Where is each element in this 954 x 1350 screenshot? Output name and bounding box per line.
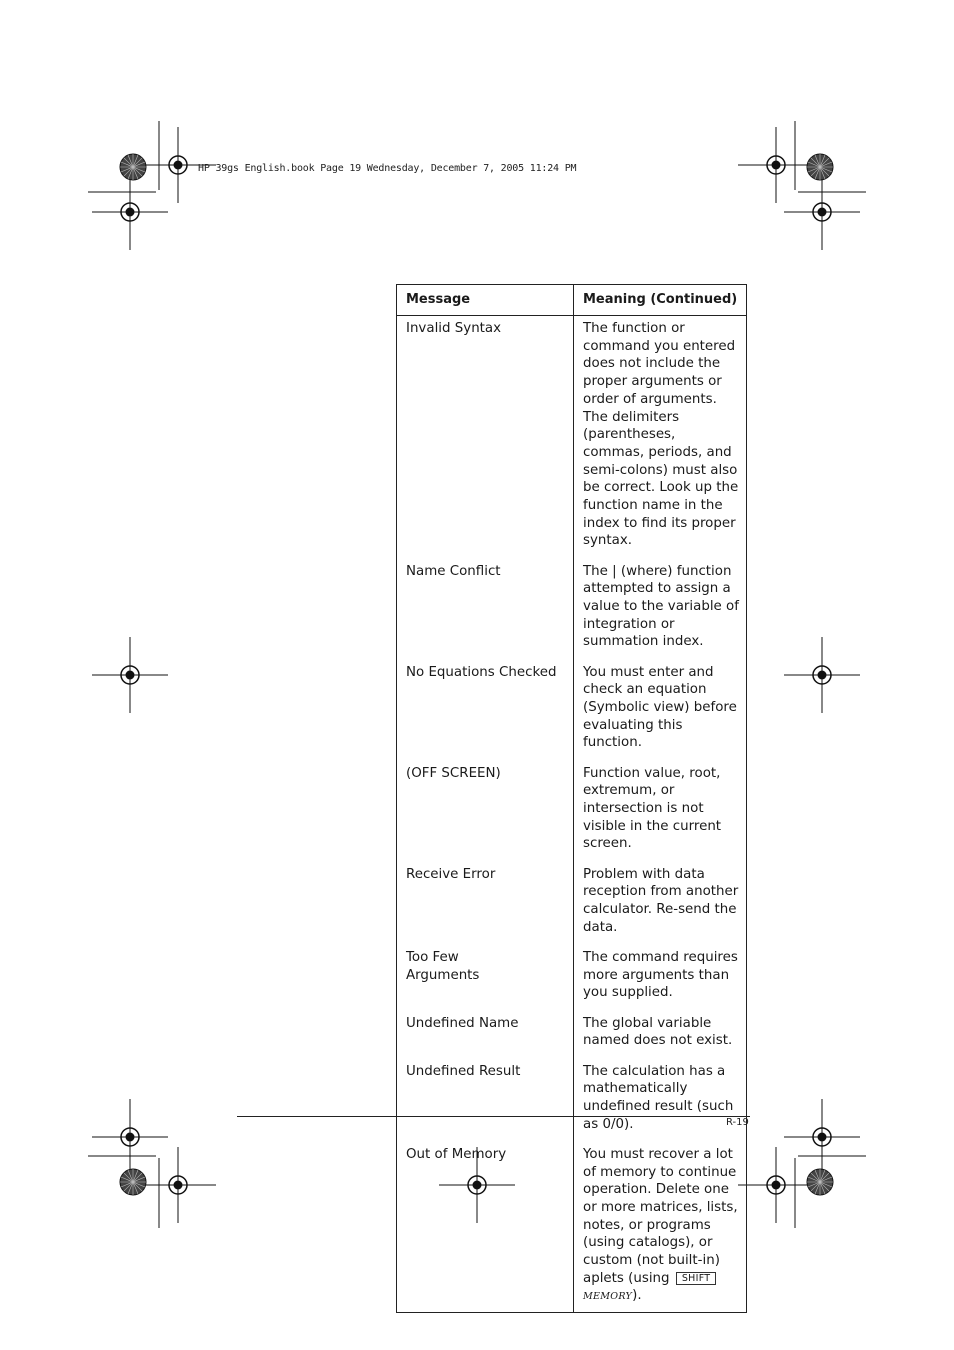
meaning-cell: Function value, root, extremum, or intersection is not visible in the current screen. [574,765,747,866]
meaning-text: You must recover a lot of memory to continue operation. Delete one or more matrices, lists, notes, or programs (using catalogs), or custom (not built-in) aplets (using [583,1146,738,1286]
message-cell: Undefined Result [397,1063,574,1146]
message-cell: No Equations Checked [397,664,574,765]
message-cell: Name Conflict [397,563,574,664]
meaning-cell: The | (where) function attempted to assign a value to the variable of integration or summation index. [574,563,747,664]
column-header-message: Message [397,285,574,316]
table-header-row [397,285,747,316]
print-header: HP 39gs English.book Page 19 Wednesday, December 7, 2005 11:24 PM [198,163,577,174]
meaning-cell: You must enter and check an equation (Symbolic view) before evaluating this function. [574,664,747,765]
message-cell: Too Few Arguments [397,949,574,1015]
table-row [397,1146,747,1313]
message-cell: Invalid Syntax [397,316,574,563]
page-number: R-19 [726,1117,749,1128]
meaning-cell: The command requires more arguments than you supplied. [574,949,747,1015]
table-row [397,765,747,866]
table-row [397,563,747,664]
table-row [397,316,747,563]
footer-rule [237,1116,750,1117]
meaning-cell: The function or command you entered does not include the proper arguments or order of arguments. The delimiters (parentheses, commas, periods, and semi-colons) must also be correct. Look up the function name in the index to find its proper syntax. [574,316,747,563]
table-row [397,866,747,949]
meaning-text-end: ). [632,1288,642,1304]
memory-key-label: MEMORY [583,1291,633,1303]
column-header-meaning: Meaning (Continued) [574,285,747,316]
shift-key-icon: SHIFT [676,1272,717,1285]
meaning-cell: The global variable named does not exist. [574,1015,747,1063]
table-row [397,1015,747,1063]
message-cell: Undefined Name [397,1015,574,1063]
error-messages-table [396,284,747,1313]
table-row [397,1063,747,1146]
table-row [397,664,747,765]
meaning-cell [574,1146,747,1313]
message-cell: Out of Memory [397,1146,574,1313]
message-cell: (OFF SCREEN) [397,765,574,866]
meaning-cell: The calculation has a mathematically undefined result (such as 0/0). [574,1063,747,1146]
meaning-cell: Problem with data reception from another calculator. Re-send the data. [574,866,747,949]
message-cell: Receive Error [397,866,574,949]
table-row [397,949,747,1015]
